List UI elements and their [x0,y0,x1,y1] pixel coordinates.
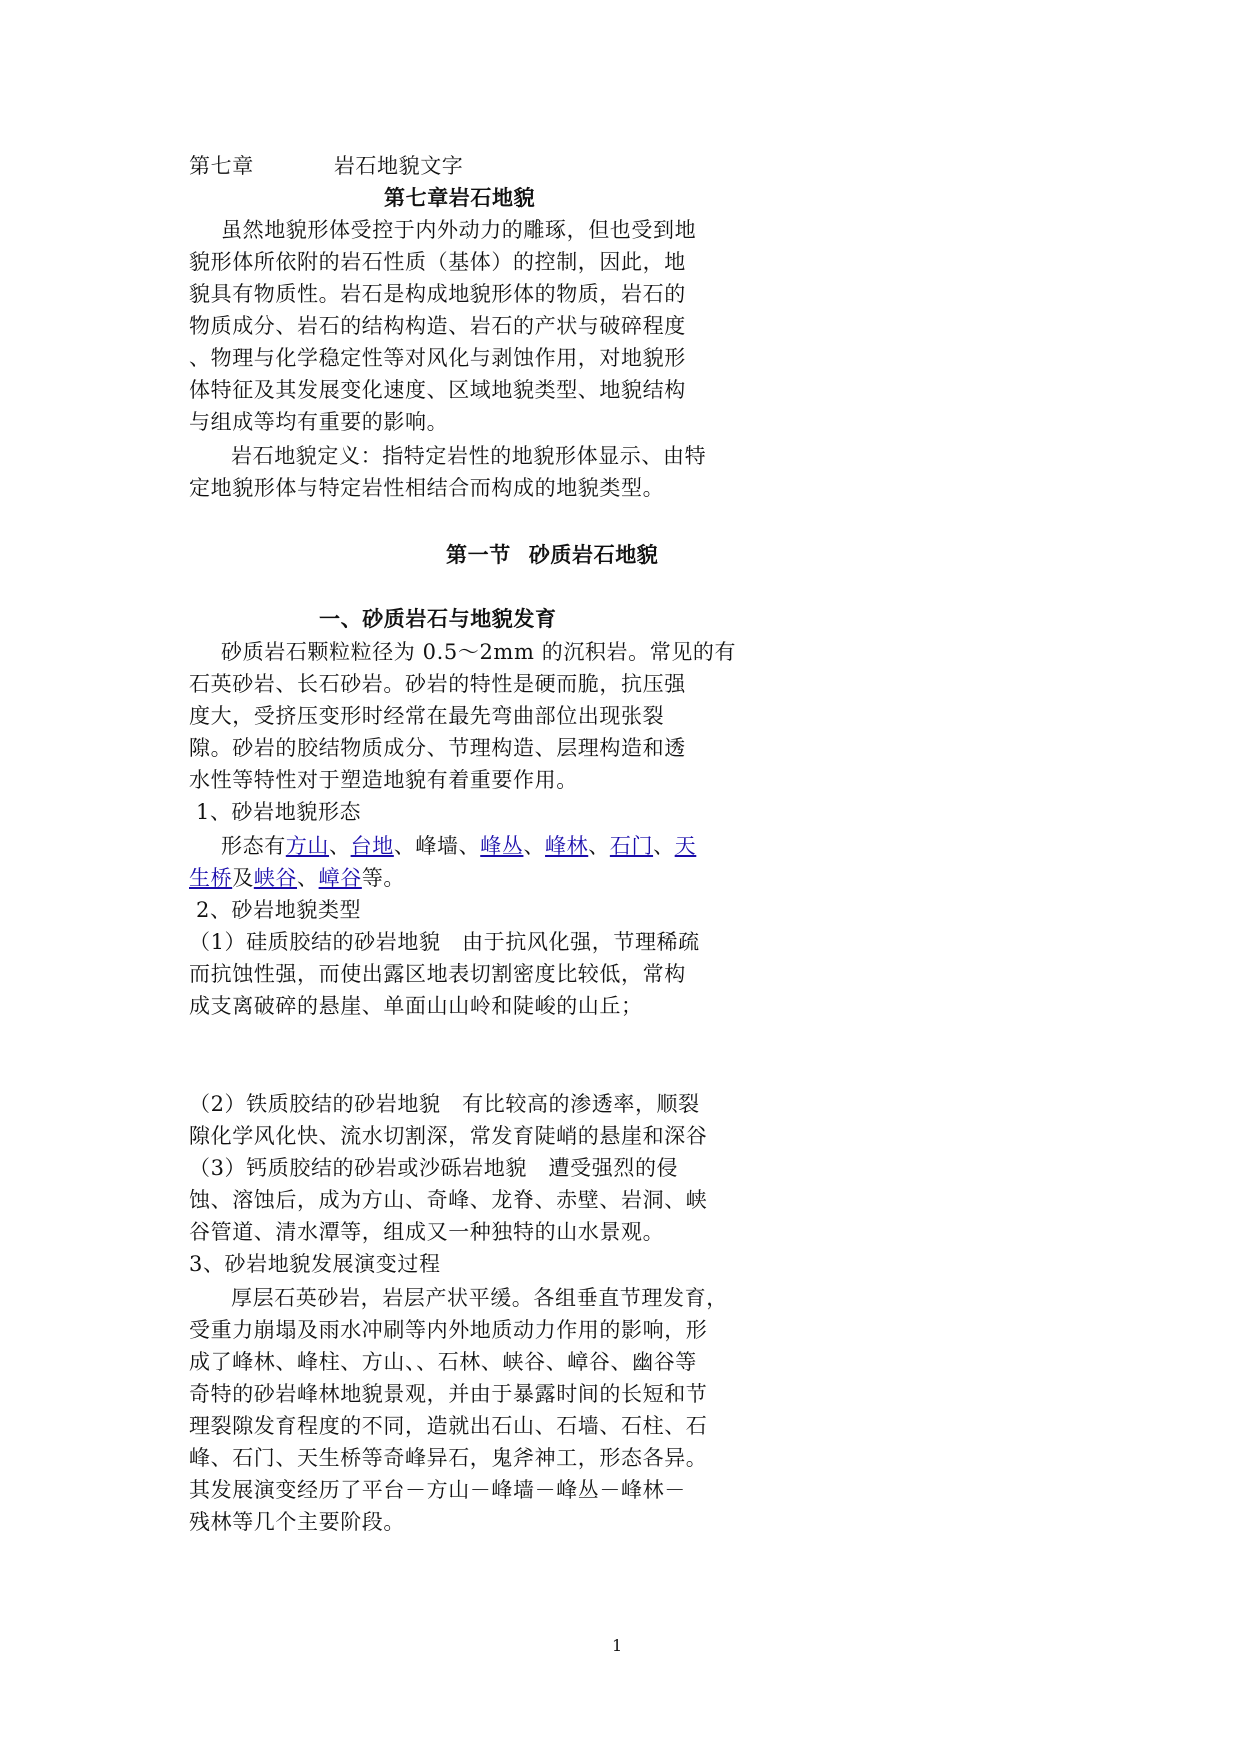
forms-sep-5: 、 [653,834,675,858]
evolution-line-7: 其发展演变经历了平台－方山－峰墙－峰丛－峰林－ [189,1478,686,1502]
link-fenglin[interactable]: 峰林 [545,834,589,858]
forms-sep-2: 、峰墙、 [393,834,481,858]
intro-line-7: 与组成等均有重要的影响。 [189,410,449,434]
item-2-title: 2、砂岩地貌类型 [196,898,362,922]
forms-sep-4: 、 [588,834,610,858]
link-shimen[interactable]: 石门 [609,834,654,858]
evolution-line-3: 成了峰林、峰柱、方山、、石林、峡谷、嶂谷、幽谷等 [189,1350,697,1374]
evolution-line-5: 理裂隙发育程度的不同，造就出石山、石墙、石柱、石 [189,1414,708,1438]
type2-line-2: 隙化学风化快、流水切割深，常发育陡峭的悬崖和深谷 [189,1124,708,1148]
intro-line-2: 貌形体所依附的岩石性质（基体）的控制，因此，地 [189,250,686,274]
section-title: 砂质岩石地貌 [528,542,659,567]
evolution-line-4: 奇特的砂岩峰林地貌景观，并由于暴露时间的长短和节 [189,1382,708,1406]
forms-line-2 [189,862,405,894]
type1-line-2: 而抗蚀性强，而使出露区地表切割密度比较低，常构 [189,962,686,986]
section-label: 第一节 [446,542,511,567]
evolution-line-6: 峰、石门、天生桥等奇峰异石，鬼斧神工，形态各异。 [189,1446,708,1470]
link-fangshan[interactable]: 方山 [285,834,330,858]
sand-line-5: 水性等特性对于塑造地貌有着重要作用。 [189,768,578,792]
forms-prefix: 形态有 [221,834,286,858]
type2-line-1: （2）铁质胶结的砂岩地貌 有比较高的渗透率，顺裂 [189,1092,700,1116]
type3-line-2: 蚀、溶蚀后，成为方山、奇峰、龙脊、赤壁、岩洞、峡 [189,1188,708,1212]
link-zhanggu[interactable]: 嶂谷 [318,866,362,890]
sand-line-2: 石英砂岩、长石砂岩。砂岩的特性是硬而脆，抗压强 [189,672,686,696]
chapter-title: 第七章岩石地貌 [384,185,536,210]
type1-line-1: （1）硅质胶结的砂岩地貌 由于抗风化强，节理稀疏 [189,930,700,954]
definition-line-1: 岩石地貌定义：指特定岩性的地貌形体显示、由特 [231,444,707,468]
sand-line-1: 砂质岩石颗粒粒径为 0.5～2mm 的沉积岩。常见的有 [221,640,737,664]
forms-sep-3: 、 [523,834,546,858]
header-topic: 岩石地貌文字 [333,154,464,178]
link-taidi[interactable]: 台地 [350,834,394,858]
evolution-line-1: 厚层石英砂岩，岩层产状平缓。各组垂直节理发育， [231,1286,728,1310]
link-fengcong[interactable]: 峰丛 [480,834,524,858]
forms-sep-1: 、 [329,834,351,858]
type3-line-1: （3）钙质胶结的砂岩或沙砾岩地貌 遭受强烈的侵 [189,1156,679,1180]
forms-line-1 [221,830,696,862]
link-tianshengqiao-part1[interactable]: 天 [674,834,697,858]
page-number: 1 [612,1636,623,1655]
link-xiagu[interactable]: 峡谷 [253,866,298,890]
sand-line-4: 隙。砂岩的胶结物质成分、节理构造、层理构造和透 [189,736,686,760]
header-chapter: 第七章 [189,154,254,178]
intro-line-4: 物质成分、岩石的结构构造、岩石的产状与破碎程度 [189,314,686,338]
evolution-line-8: 残林等几个主要阶段。 [189,1510,405,1534]
item-3-title: 3、砂岩地貌发展演变过程 [189,1252,441,1276]
forms-sep-7: 、 [297,866,319,890]
item-1-title: 1、砂岩地貌形态 [196,800,362,824]
definition-line-2: 定地貌形体与特定岩性相结合而构成的地貌类型。 [189,476,665,500]
section-heading [446,539,658,571]
type1-line-3: 成支离破碎的悬崖、单面山山岭和陡峻的山丘； [189,994,643,1018]
intro-line-1: 虽然地貌形体受控于内外动力的雕琢，但也受到地 [221,218,697,242]
intro-line-3: 貌具有物质性。岩石是构成地貌形体的物质，岩石的 [189,282,686,306]
type3-line-3: 谷管道、清水潭等，组成又一种独特的山水景观。 [189,1220,665,1244]
evolution-line-2: 受重力崩塌及雨水冲刷等内外地质动力作用的影响，形 [189,1318,708,1342]
link-tianshengqiao-part2[interactable]: 生桥 [189,866,233,890]
intro-line-6: 体特征及其发展变化速度、区域地貌类型、地貌结构 [189,378,686,402]
intro-line-5: 、物理与化学稳定性等对风化与剥蚀作用，对地貌形 [189,346,686,370]
forms-suffix: 等。 [361,866,406,890]
forms-sep-6: 及 [232,866,254,890]
header-line [189,150,463,182]
subsection-title: 一、砂质岩石与地貌发育 [319,606,557,631]
sand-line-3: 度大，受挤压变形时经常在最先弯曲部位出现张裂 [189,704,665,728]
